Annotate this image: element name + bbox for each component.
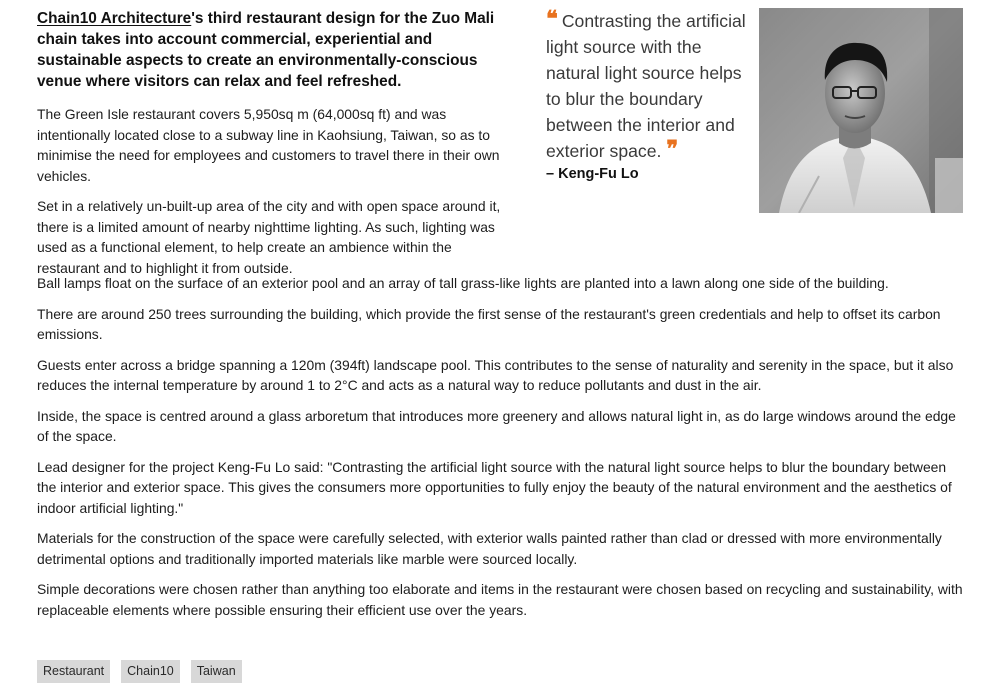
tag-taiwan[interactable]: Taiwan <box>191 660 242 683</box>
article-paragraph: Simple decorations were chosen rather than anything too elaborate and items in the restaurant were chosen based on recycling and sustainability, with replaceable elements where possible ensuring their efficient use over the years. <box>37 581 963 618</box>
article-paragraph: Set in a relatively un-built-up area of the city and with open space around it, there is a limited amount of nearby nighttime lighting. As such, lighting was used as a functional element, to help create an ambience within the restaurant and to highlight it from outside. <box>37 198 501 276</box>
chain10-architecture-link[interactable]: Chain10 Architecture <box>37 10 192 27</box>
pull-quote-text <box>546 8 751 164</box>
close-quote-icon: ❞ <box>666 136 677 162</box>
article-body <box>37 273 963 620</box>
article-top-row <box>37 6 963 276</box>
tag-list <box>37 660 242 683</box>
pull-quote-author: – Keng-Fu Lo <box>546 166 639 182</box>
portrait-photo <box>759 8 963 213</box>
article <box>37 6 963 678</box>
pull-quote-body: Contrasting the artificial light source with the natural light source helps to blur the boundary between the interior and exterior space. <box>546 11 746 161</box>
article-paragraph: Materials for the construction of the space were carefully selected, with exterior walls painted rather than clad or dressed with more environmentally detrimental options and traditionally imported materials like marble were sourced locally. <box>37 530 942 567</box>
article-paragraph: The Green Isle restaurant covers 5,950sq m (64,000sq ft) and was intentionally located close to a subway line in Kaohsiung, Taiwan, so as to minimise the need for employees and customers to travel there in their own vehicles. <box>37 106 500 184</box>
article-paragraph: Lead designer for the project Keng-Fu Lo said: "Contrasting the artificial light source with the natural light source helps to blur the boundary between the interior and exterior space. This gives the consumers more opportunities to fully enjoy the beauty of the natural environment and the aesthetics of indoor artificial lighting." <box>37 458 952 516</box>
article-paragraph: Ball lamps float on the surface of an exterior pool and an array of tall grass-like lights are planted into a lawn along one side of the building. <box>37 275 889 291</box>
article-intro <box>37 8 515 92</box>
open-quote-icon: ❝ <box>546 6 556 32</box>
tag-chain10[interactable]: Chain10 <box>121 660 180 683</box>
article-lead-column <box>37 8 515 288</box>
portrait-image <box>759 8 963 213</box>
pull-quote <box>546 8 751 182</box>
tag-restaurant[interactable]: Restaurant <box>37 660 110 683</box>
article-paragraph: Guests enter across a bridge spanning a 120m (394ft) landscape pool. This contributes to the sense of naturality and serenity in the space, but it also reduces the internal temperature by around 1 to 2°C and acts as a natural way to reduce pollutants and dust in the air. <box>37 356 954 393</box>
article-intro-text: 's third restaurant design for the Zuo Mali chain takes into account commercial, experiential and sustainable aspects to create an environmentally-conscious venue where visitors can relax and feel refreshed. <box>37 10 495 90</box>
article-paragraph: There are around 250 trees surrounding the building, which provide the first sense of the restaurant's green credentials and help to offset its carbon emissions. <box>37 305 941 342</box>
article-paragraph: Inside, the space is centred around a glass arboretum that introduces more greenery and allows natural light in, as do large windows around the edge of the space. <box>37 407 956 444</box>
